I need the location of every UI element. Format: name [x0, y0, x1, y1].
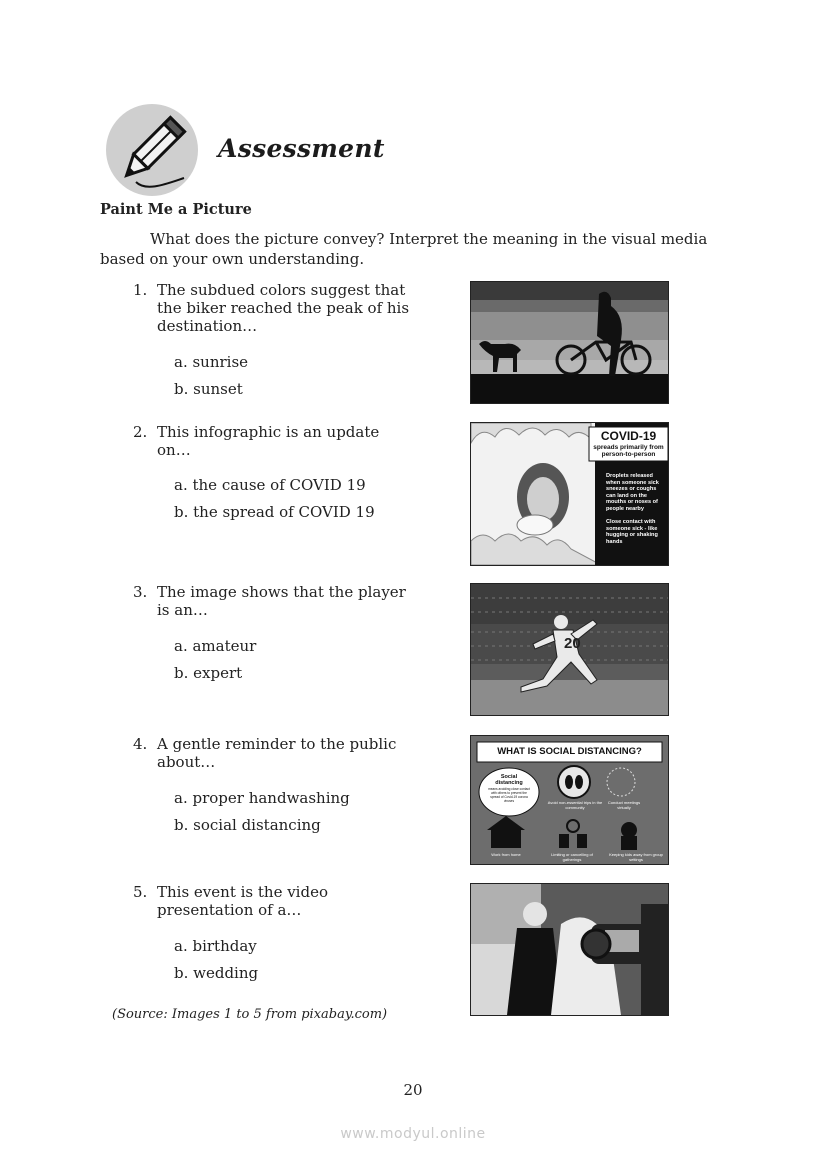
instructions: What does the picture convey? Interpret the meaning in the visual media based on your own understanding. — [100, 230, 708, 268]
choice: b. wedding — [174, 964, 259, 982]
question-text: This infographic is an update on… — [157, 423, 380, 459]
social-bubble-title: Social distancing — [495, 774, 523, 786]
page-title: Assessment — [218, 134, 385, 163]
social-title: WHAT IS SOCIAL DISTANCING? — [497, 746, 642, 757]
social-bubble-text: means avoiding close contact with others to prevent the spread of Covid-19 corona viruses — [488, 787, 530, 803]
choice: a. sunrise — [174, 353, 249, 371]
covid-bullet-contact: Close contact with someone sick - like hugging or shaking hands — [606, 519, 658, 545]
covid-subtitle: spreads primarily from person-to-person — [593, 444, 664, 458]
section-title: Paint Me a Picture — [100, 201, 252, 218]
player-number: 20 — [564, 635, 581, 652]
choice: a. the cause of COVID 19 — [174, 476, 366, 494]
baseball-pitcher-image — [470, 583, 669, 716]
question-text: This event is the video presentation of a… — [157, 883, 328, 919]
choice: b. the spread of COVID 19 — [174, 503, 375, 521]
social-caption-gatherings: Limiting or cancelling of gatherings — [551, 852, 593, 862]
social-caption-work: Work from home — [491, 852, 521, 857]
covid-bullet-droplets: Droplets released when someone sick sneezes or coughs can land on the mouths or noses of people nearby — [606, 473, 659, 512]
question-text: The subdued colors suggest that the biker reached the peak of his destination… — [157, 281, 410, 335]
question-text: The image shows that the player is an… — [157, 583, 406, 619]
question-number: 1. — [133, 281, 148, 299]
choice: a. birthday — [174, 937, 257, 955]
source-note: (Source: Images 1 to 5 from pixabay.com) — [112, 1007, 388, 1022]
covid-title: COVID-19 — [600, 429, 657, 443]
pencil-icon — [106, 104, 198, 196]
choice: b. social distancing — [174, 816, 321, 834]
choice: a. amateur — [174, 637, 257, 655]
question-number: 2. — [133, 423, 148, 441]
question-number: 3. — [133, 583, 148, 601]
choice: b. sunset — [174, 380, 243, 398]
choice: a. proper handwashing — [174, 789, 350, 807]
social-distancing-infographic-image — [470, 735, 669, 865]
question-number: 4. — [133, 735, 148, 753]
choice: b. expert — [174, 664, 243, 682]
biker-silhouette-image — [470, 281, 669, 404]
social-caption-meetings: Conduct meetings virtually — [607, 800, 641, 810]
social-caption-kids: Keeping kids away from group settings — [609, 852, 663, 862]
question-text: A gentle reminder to the public about… — [157, 735, 397, 771]
page-number: 20 — [403, 1081, 423, 1099]
watermark: www.modyul.online — [340, 1126, 486, 1142]
social-caption-trips: Avoid non-essential trips in the community — [547, 800, 603, 810]
covid-infographic-image — [470, 422, 669, 566]
question-number: 5. — [133, 883, 148, 901]
wedding-video-image — [470, 883, 669, 1016]
